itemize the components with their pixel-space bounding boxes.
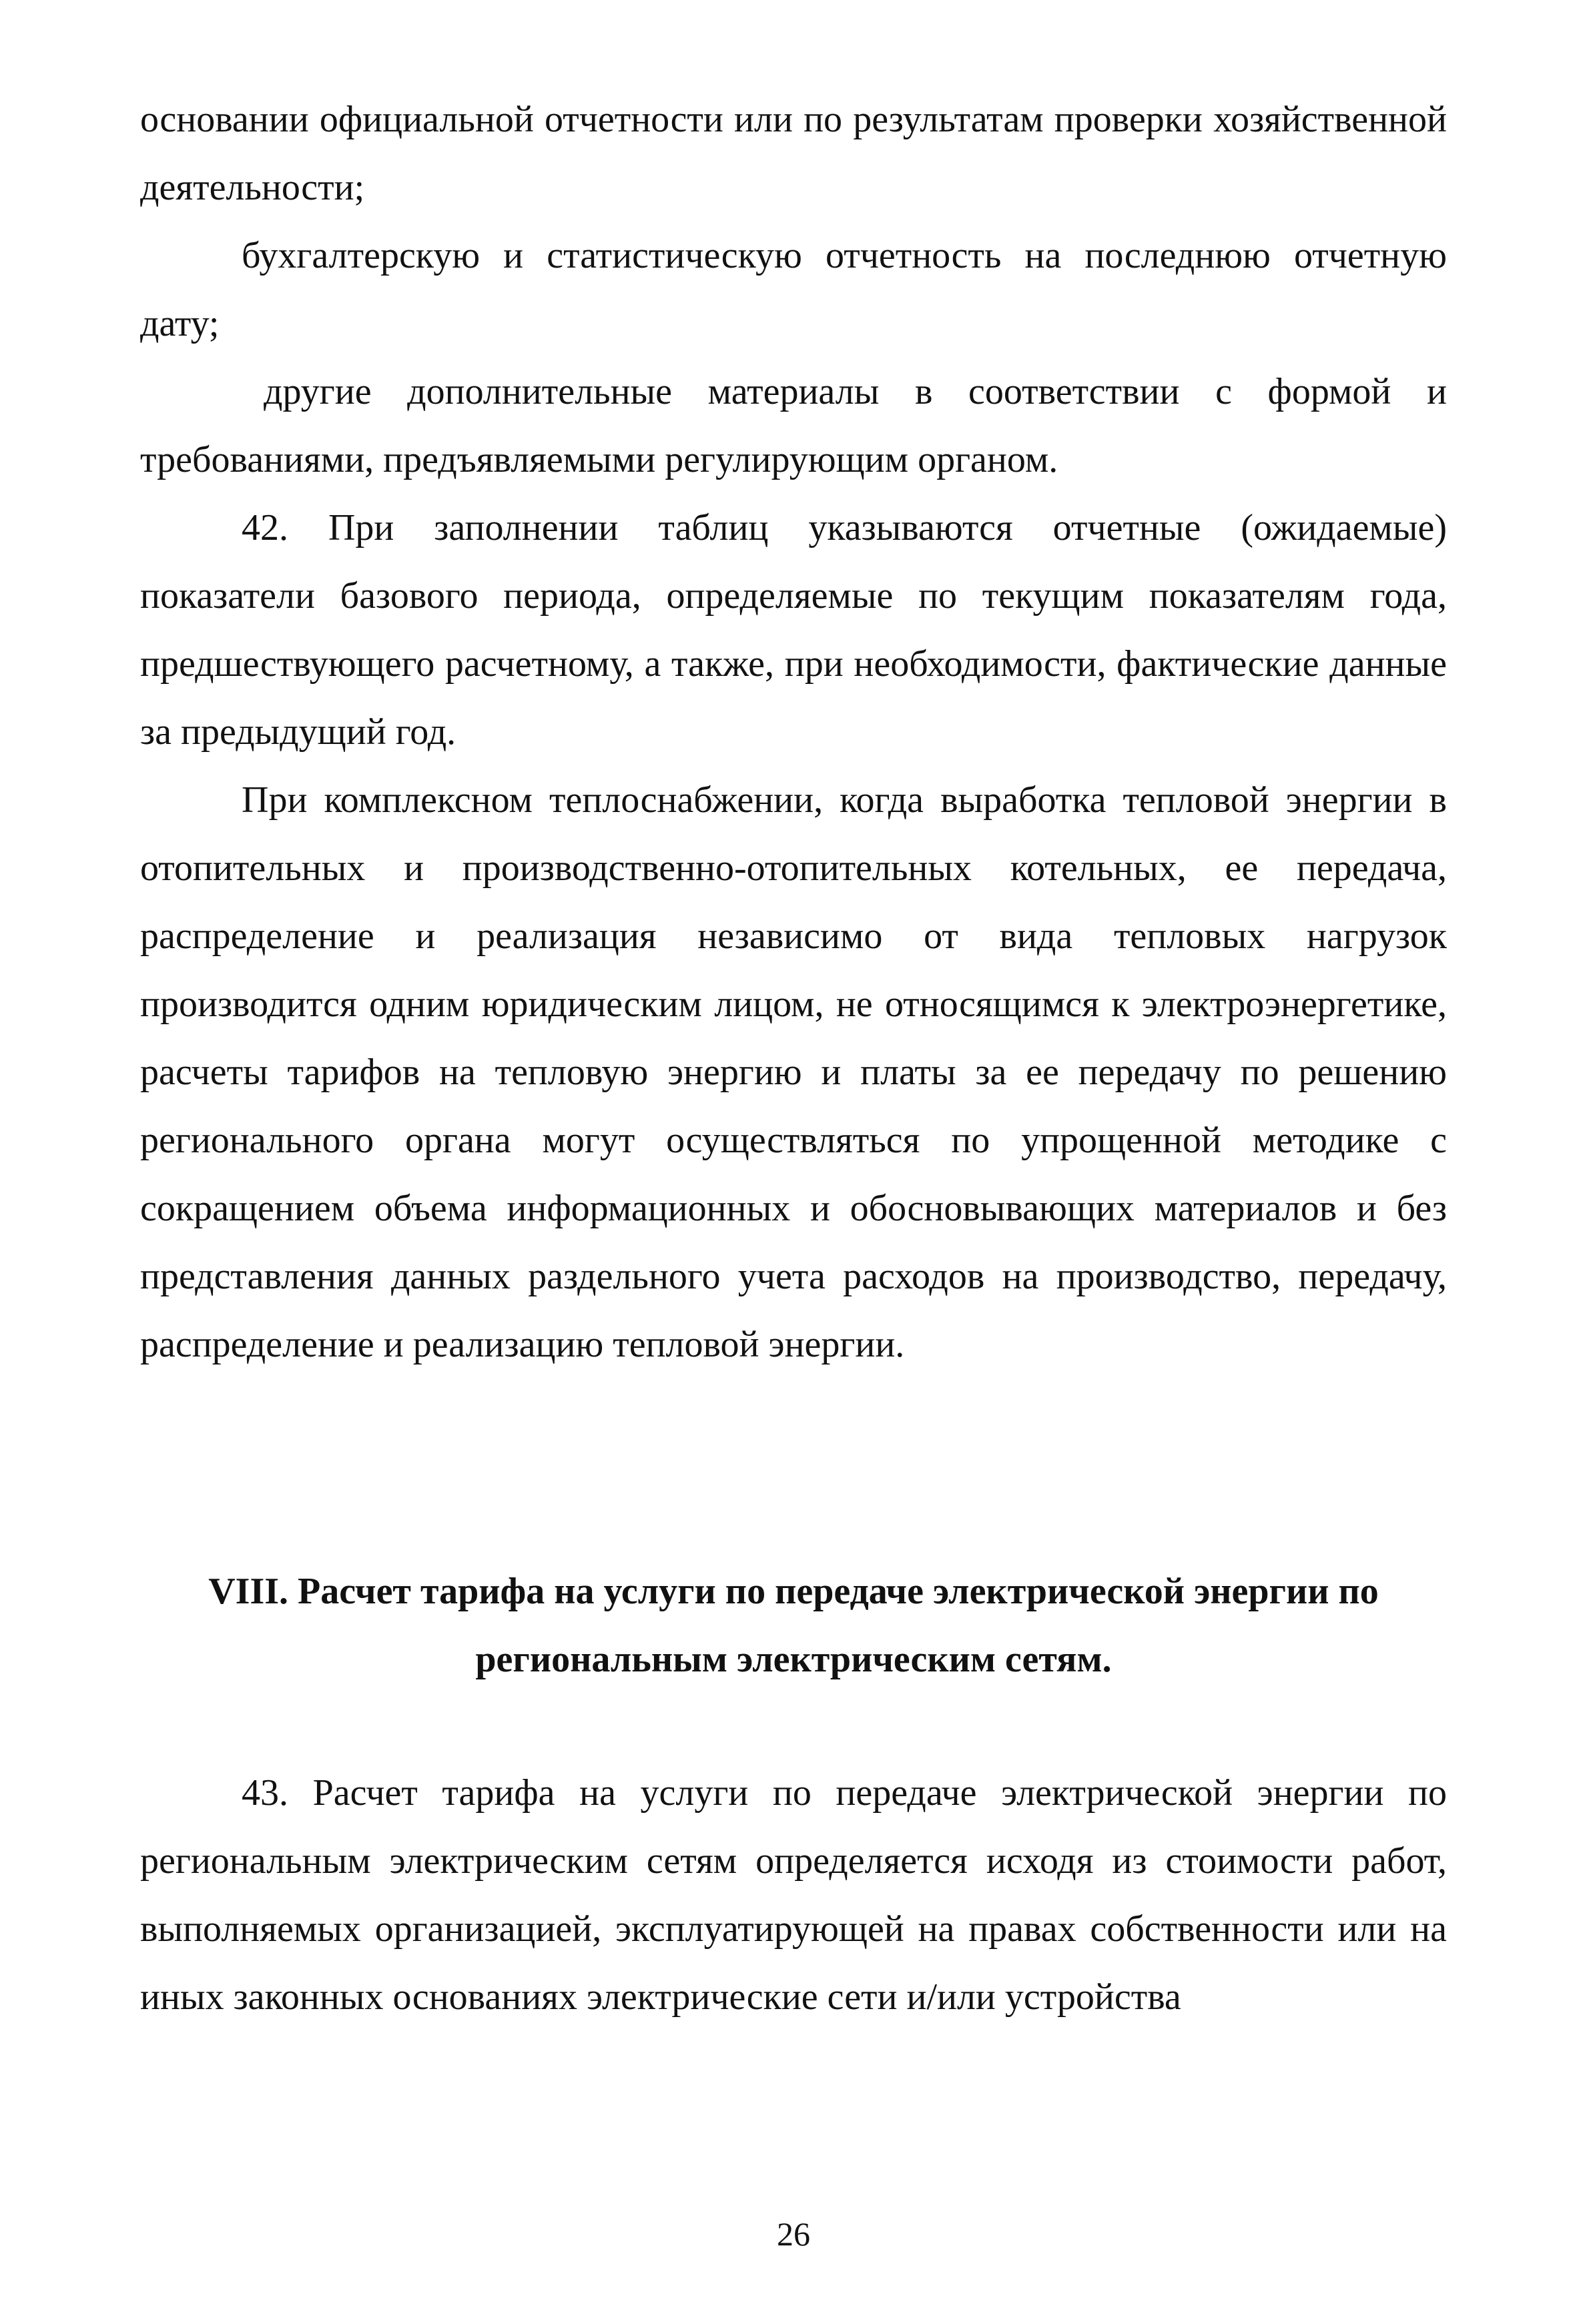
paragraph-42: 42. При заполнении таблиц указываются отчетные (ожидаемые) показатели базового периода, определяемые по текущим показателям года, предшествующего расчетному, а также, при необходимости, фактические данные за предыдущий год.: [140, 507, 1447, 753]
paragraph-43: 43. Расчет тарифа на услуги по передаче электрической энергии по региональным электрическим сетям определяется исходя из стоимости работ, выполняемых организацией, эксплуатирующей на правах собственности или на иных законных основаниях электрические сети и/или устройства: [140, 1772, 1447, 2018]
section-heading-line-1: VIII. Расчет тарифа на услуги по передаче электрической энергии по: [208, 1571, 1379, 1612]
body-text-top: [140, 85, 1447, 1379]
body-text-bottom: [140, 1759, 1447, 2031]
paragraph-complex-heat-supply: При комплексном теплоснабжении, когда выработка тепловой энергии в отопительных и производственно-отопительных котельных, ее передача, распределение и реализация независимо от вида тепловых нагрузок производится одним юридическим лицом, не относящимся к электроэнергетике, расчеты тарифов на тепловую энергию и платы за ее передачу по решению регионального органа могут осуществляться по упрощенной методике с сокращением объема информационных и обосновывающих материалов и без представления данных раздельного учета расходов на производство, передачу, распределение и реализацию тепловой энергии.: [140, 779, 1447, 1365]
paragraph-accounting: бухгалтерскую и статистическую отчетность на последнюю отчетную дату;: [140, 235, 1447, 344]
section-heading-line-2: региональным электрическим сетям.: [475, 1639, 1112, 1680]
section-heading: [140, 1557, 1447, 1693]
paragraph-other-materials: другие дополнительные материалы в соответствии с формой и требованиями, предъявляемыми регулирующим органом.: [140, 371, 1447, 480]
page-number: 26: [777, 2215, 810, 2253]
paragraph-continuation: основании официальной отчетности или по результатам проверки хозяйственной деятельности;: [140, 99, 1447, 208]
